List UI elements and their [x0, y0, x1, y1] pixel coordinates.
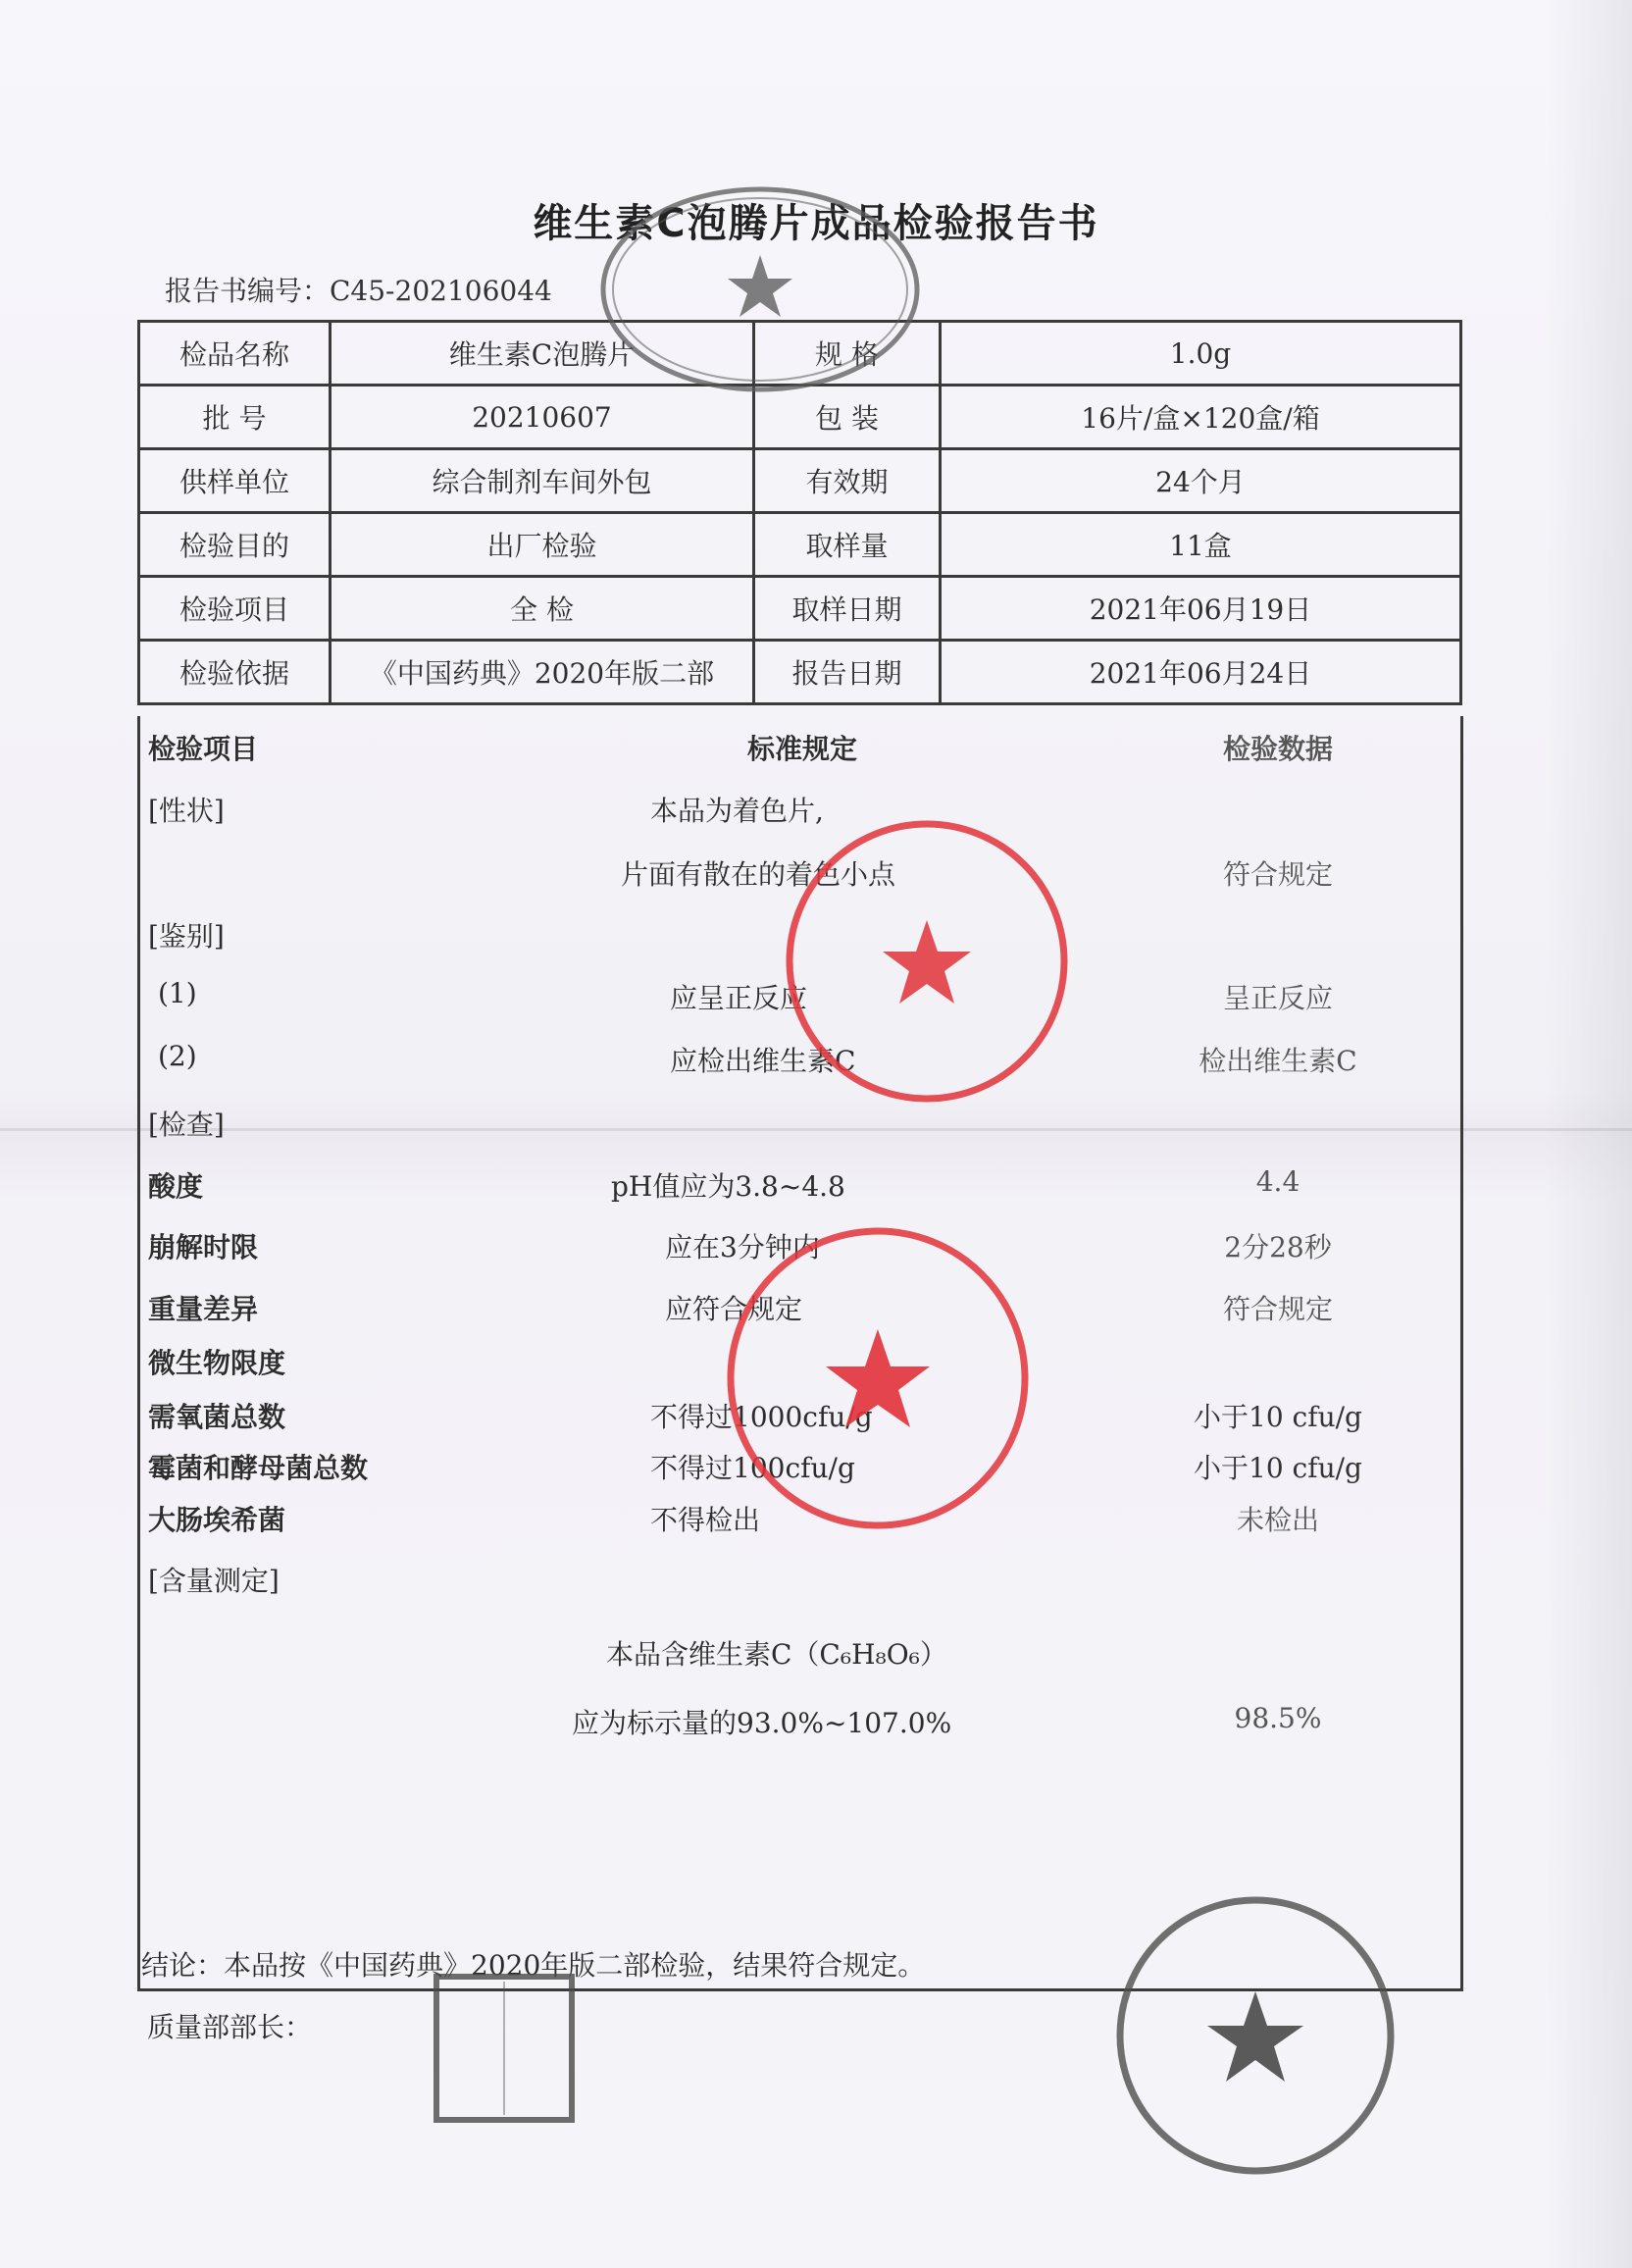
- info-row: [139, 449, 1461, 513]
- assay-text-2: 应为标示量的93.0%~107.0%: [572, 1707, 952, 1739]
- signer-label: 质量部部长：: [147, 2011, 313, 2043]
- info-label: 包 装: [754, 386, 941, 449]
- info-value: 综合制剂车间外包: [331, 449, 754, 513]
- info-label: 取样日期: [754, 577, 941, 641]
- info-label: 报告日期: [754, 641, 941, 704]
- info-value: 1.0g: [941, 322, 1461, 386]
- results-header: [140, 728, 1460, 767]
- result-item: 酸度: [148, 1170, 204, 1203]
- report-title: 维生素C泡腾片成品检验报告书: [533, 201, 1099, 246]
- report-number: 报告书编号：C45-202106044: [165, 275, 552, 307]
- result-standard: 不得过1000cfu/g: [650, 1401, 873, 1433]
- result-item: (2): [158, 1040, 197, 1072]
- info-value: 维生素C泡腾片: [331, 322, 754, 386]
- result-standard: 不得检出: [650, 1504, 761, 1536]
- info-value: 24个月: [941, 449, 1461, 513]
- info-label: 供样单位: [139, 449, 331, 513]
- result-standard: 应呈正反应: [670, 982, 808, 1014]
- info-label: 批 号: [139, 386, 331, 449]
- result-standard: 片面有散在的着色小点: [621, 858, 896, 891]
- result-data: 小于10 cfu/g: [1194, 1452, 1362, 1484]
- info-value: 2021年06月19日: [941, 577, 1461, 641]
- info-label: 检验项目: [139, 577, 331, 641]
- result-row: [140, 1560, 1460, 1599]
- assay-text-1: 本品含维生素C（C₆H₈O₆）: [606, 1638, 947, 1671]
- result-standard: 不得过100cfu/g: [650, 1452, 855, 1484]
- result-data: 检出维生素C: [1198, 1045, 1357, 1077]
- result-standard: 本品为着色片,: [650, 795, 824, 827]
- top-gray-seal: [593, 177, 946, 412]
- page-edge-shade: [1544, 0, 1632, 2268]
- info-label: 检验目的: [139, 513, 331, 577]
- result-item: 大肠埃希菌: [148, 1504, 286, 1536]
- result-data: 呈正反应: [1222, 982, 1333, 1014]
- header-standard: 标准规定: [746, 733, 857, 765]
- result-standard: 应符合规定: [665, 1293, 803, 1325]
- result-item: [性状]: [148, 795, 225, 827]
- result-standard: 应在3分钟内: [665, 1231, 820, 1263]
- info-row: [139, 577, 1461, 641]
- result-row: [140, 1165, 1460, 1205]
- result-standard: pH值应为3.8~4.8: [611, 1170, 845, 1203]
- assay-line-1: [140, 1633, 1460, 1673]
- info-value: 11盒: [941, 513, 1461, 577]
- bottom-gray-seal: [1108, 1888, 1402, 2183]
- mid-red-seal: [780, 814, 1074, 1108]
- conclusion: 结论：本品按《中国药典》2020年版二部检验，结果符合规定。: [141, 1949, 926, 1982]
- result-item: 崩解时限: [148, 1231, 259, 1263]
- result-data: 符合规定: [1222, 1293, 1333, 1325]
- assay-line-2: [140, 1702, 1460, 1741]
- result-item: 重量差异: [148, 1293, 259, 1325]
- info-value: 20210607: [331, 386, 754, 449]
- info-value: 16片/盒×120盒/箱: [941, 386, 1461, 449]
- info-value: 出厂检验: [331, 513, 754, 577]
- result-standard: 应检出维生素C: [670, 1045, 856, 1077]
- info-value: 2021年06月24日: [941, 641, 1461, 704]
- result-item: [检查]: [148, 1108, 225, 1141]
- info-label: 取样量: [754, 513, 941, 577]
- header-item: 检验项目: [148, 733, 259, 765]
- info-row: [139, 641, 1461, 704]
- result-item: 需氧菌总数: [148, 1401, 286, 1433]
- result-row: [140, 1104, 1460, 1143]
- result-data: 2分28秒: [1224, 1231, 1332, 1263]
- square-seal: [432, 1972, 579, 2129]
- info-value: 全 检: [331, 577, 754, 641]
- header-data: 检验数据: [1222, 733, 1333, 765]
- result-data: 4.4: [1255, 1165, 1300, 1198]
- low-red-seal: [721, 1221, 1035, 1535]
- info-value: 《中国药典》2020年版二部: [331, 641, 754, 704]
- info-label: 规 格: [754, 322, 941, 386]
- result-item: [鉴别]: [148, 920, 225, 953]
- result-data: 未检出: [1236, 1504, 1319, 1536]
- result-item: 微生物限度: [148, 1347, 286, 1379]
- result-item: (1): [158, 977, 197, 1009]
- info-label: 检品名称: [139, 322, 331, 386]
- info-label: 有效期: [754, 449, 941, 513]
- assay-value: 98.5%: [1234, 1702, 1322, 1734]
- result-data: 小于10 cfu/g: [1194, 1401, 1362, 1433]
- info-label: 检验依据: [139, 641, 331, 704]
- result-item: 霉菌和酵母菌总数: [148, 1452, 369, 1484]
- info-row: [139, 513, 1461, 577]
- result-item: [含量测定]: [148, 1565, 280, 1597]
- result-data: 符合规定: [1222, 858, 1333, 891]
